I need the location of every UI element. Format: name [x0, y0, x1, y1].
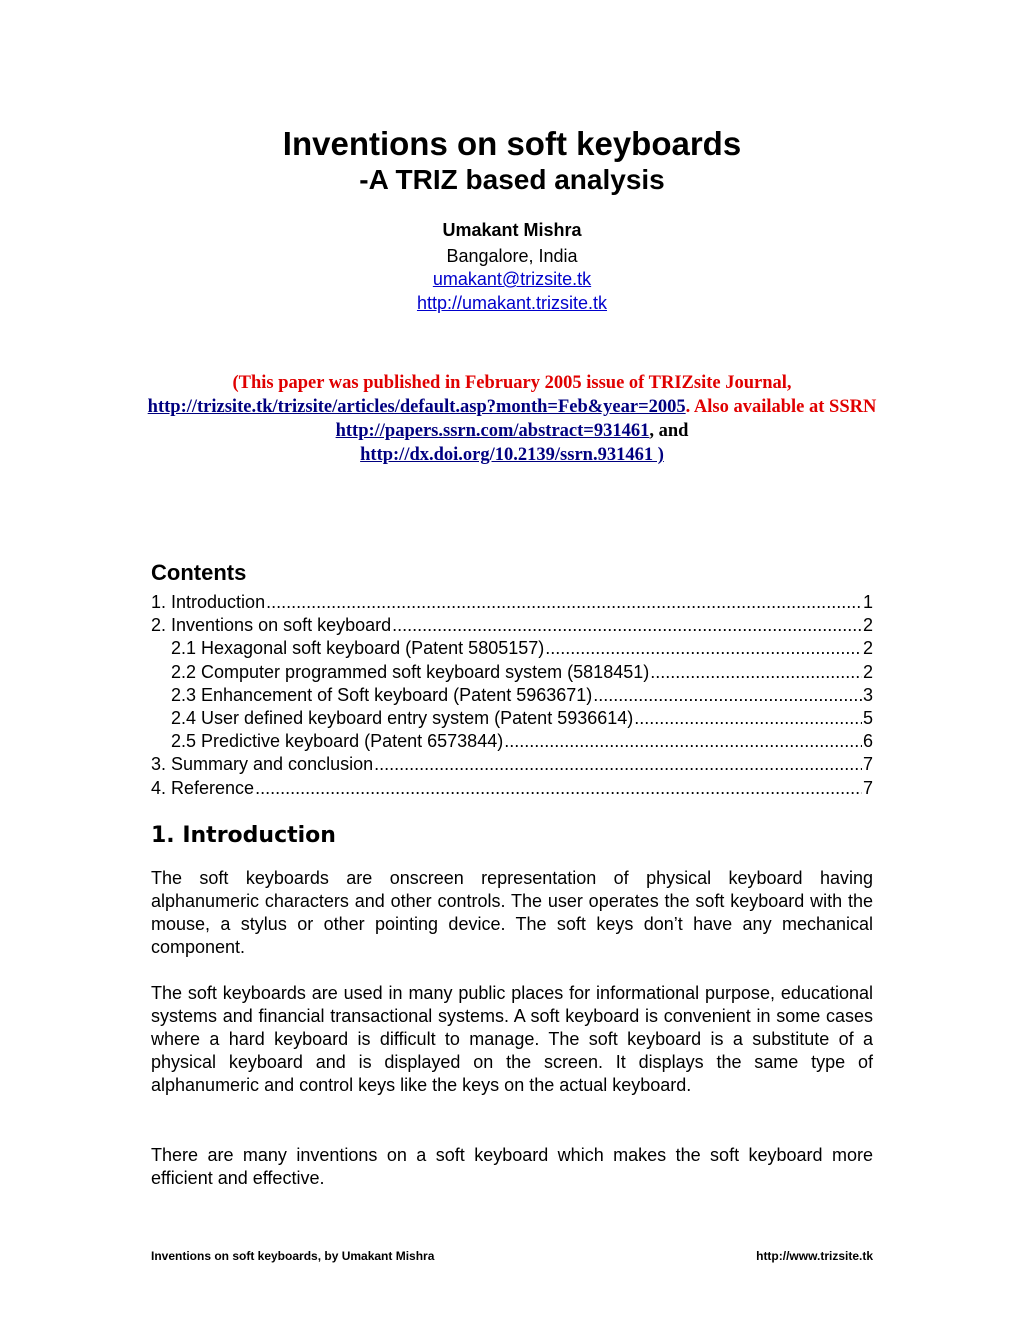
toc-label: 2.3 Enhancement of Soft keyboard (Patent 5963671) [171, 684, 593, 705]
toc-label: 2.4 User defined keyboard entry system (Patent 5936614) [171, 708, 634, 729]
toc-leader [392, 614, 862, 637]
toc-entry[interactable] [151, 661, 873, 684]
publication-text-2: . Also available at SSRN [685, 397, 877, 417]
author-email-link[interactable]: umakant@trizsite.tk [432, 269, 592, 289]
toc-entry[interactable] [151, 637, 873, 660]
toc-entry[interactable] [151, 614, 873, 637]
doi-link[interactable]: http://dx.doi.org/10.2139/ssrn.931461 ) [360, 445, 664, 465]
intro-paragraph-3: There are many inventions on a soft keyboard which makes the soft keyboard more efficient and effective. [151, 1145, 873, 1188]
toc-leader [374, 753, 862, 776]
author-website-link[interactable]: http://umakant.trizsite.tk [416, 293, 608, 313]
contents-heading: Contents [151, 560, 247, 585]
toc-entry[interactable] [151, 684, 873, 707]
introduction-heading: 1. Introduction [151, 823, 336, 848]
toc-page: 2 [862, 638, 873, 659]
trizsite-journal-link[interactable]: http://trizsite.tk/trizsite/articles/default.asp?month=Feb&year=2005 [147, 397, 686, 417]
publication-text-3: , and [649, 421, 689, 441]
toc-page: 5 [862, 708, 873, 729]
table-of-contents [151, 591, 873, 800]
toc-label: 3. Summary and conclusion [151, 754, 374, 775]
toc-leader [266, 591, 862, 614]
intro-paragraph-1: The soft keyboards are onscreen representation of physical keyboard having alphanumeric characters and other controls. The user operates the soft keyboard with the mouse, a stylus or other pointing device. The soft keys don’t have any mechanical component. [151, 868, 873, 957]
toc-page: 7 [862, 754, 873, 775]
paper-subtitle: -A TRIZ based analysis [359, 164, 665, 195]
toc-page: 2 [862, 615, 873, 636]
author-location: Bangalore, India [446, 246, 578, 266]
toc-entry[interactable] [151, 753, 873, 776]
toc-page: 3 [862, 684, 873, 705]
author-email-row [0, 268, 1024, 290]
intro-paragraph-2: The soft keyboards are used in many public places for informational purpose, educational systems and financial transactional systems. A soft keyboard is convenient in some cases where a hard keyboard is difficult to manage. The soft keyboard is a substitute of a physical keyboard and is displayed on the screen. It displays the same type of alphanumeric and control keys like the keys on the actual keyboard. [151, 983, 873, 1095]
paper-title: Inventions on soft keyboards [282, 125, 742, 162]
publication-text-1: (This paper was published in February 2005 issue of TRIZsite Journal, [232, 373, 792, 393]
toc-leader [650, 661, 862, 684]
toc-page: 1 [862, 592, 873, 612]
footer-left: Inventions on soft keyboards, by Umakant Mishra [151, 1249, 435, 1263]
ssrn-link[interactable]: http://papers.ssrn.com/abstract=931461 [335, 421, 650, 441]
toc-leader [593, 684, 862, 707]
footer-right: http://www.trizsite.tk [756, 1249, 873, 1263]
toc-leader [545, 637, 862, 660]
toc-page: 2 [862, 661, 873, 682]
toc-page: 7 [862, 777, 873, 798]
toc-entry[interactable] [151, 730, 873, 753]
toc-label: 2. Inventions on soft keyboard [151, 615, 392, 636]
toc-entry[interactable] [151, 707, 873, 730]
toc-leader [255, 777, 862, 800]
toc-label: 4. Reference [151, 777, 255, 798]
toc-label: 1. Introduction [151, 592, 266, 612]
toc-entry[interactable] [151, 777, 873, 800]
toc-label: 2.5 Predictive keyboard (Patent 6573844) [171, 731, 504, 752]
toc-entry[interactable] [151, 591, 873, 614]
toc-leader [634, 707, 862, 730]
author-website-row [0, 292, 1024, 314]
author-name: Umakant Mishra [442, 220, 582, 240]
toc-leader [504, 730, 862, 753]
toc-label: 2.2 Computer programmed soft keyboard system (5818451) [171, 661, 650, 682]
page-footer [151, 1248, 873, 1264]
toc-page: 6 [862, 731, 873, 752]
toc-label: 2.1 Hexagonal soft keyboard (Patent 5805157) [171, 638, 545, 659]
publication-note [120, 371, 904, 467]
